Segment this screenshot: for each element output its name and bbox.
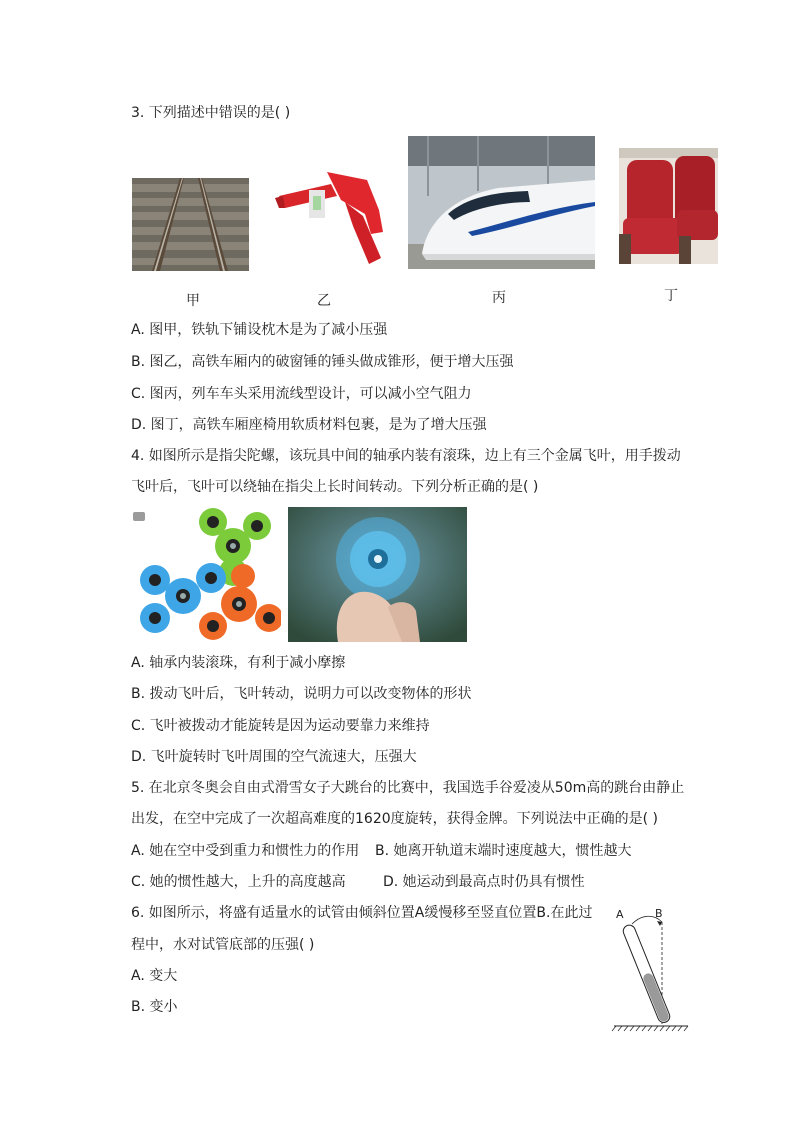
q3-option-b: B. 图乙，高铁车厢内的破窗锤的锤头做成锥形，便于增大压强 bbox=[131, 354, 514, 370]
q5-stem-line2: 出发，在空中完成了一次超高难度的1620度旋转，获得金牌。下列说法中正确的是( ) bbox=[131, 811, 659, 827]
diagram-label-a: A bbox=[616, 908, 624, 921]
caption-yi: 乙 bbox=[317, 293, 331, 309]
q5-option-a: A. 她在空中受到重力和惯性力的作用 bbox=[131, 843, 360, 859]
q4-option-a: A. 轴承内装滚珠，有利于减小摩擦 bbox=[131, 655, 346, 671]
q3-option-d: D. 图丁，高铁车厢座椅用软质材料包裹，是为了增大压强 bbox=[131, 417, 487, 433]
q3-stem: 3. 下列描述中错误的是( ) bbox=[131, 105, 291, 121]
caption-bing: 丙 bbox=[492, 290, 506, 306]
high-speed-train-image bbox=[408, 136, 595, 269]
q4-option-d: D. 飞叶旋转时飞叶周围的空气流速大，压强大 bbox=[131, 749, 417, 765]
q6-stem-line1: 6. 如图所示，将盛有适量水的试管由倾斜位置A缓慢移至竖直位置B.在此过 bbox=[131, 905, 593, 921]
q4-stem-line1: 4. 如图所示是指尖陀螺，该玩具中间的轴承内装有滚珠，边上有三个金属飞叶，用手拨动 bbox=[131, 448, 681, 464]
q4-option-c: C. 飞叶被拨动才能旋转是因为运动要靠力来维持 bbox=[131, 718, 430, 734]
q4-option-b: B. 拨动飞叶后，飞叶转动，说明力可以改变物体的形状 bbox=[131, 686, 472, 702]
test-tube-diagram bbox=[606, 900, 692, 1034]
fidget-spinners-image bbox=[133, 508, 281, 642]
caption-ding: 丁 bbox=[664, 288, 678, 304]
train-seat-image bbox=[619, 148, 718, 264]
diagram-label-b: B bbox=[655, 907, 663, 920]
spinner-in-hand-image bbox=[288, 507, 467, 642]
q3-option-a: A. 图甲，铁轨下铺设枕木是为了减小压强 bbox=[131, 322, 388, 338]
q5-option-c: C. 她的惯性越大，上升的高度越高 bbox=[131, 874, 346, 890]
caption-jia: 甲 bbox=[186, 293, 200, 309]
q6-option-a: A. 变大 bbox=[131, 968, 178, 984]
safety-hammer-image bbox=[271, 162, 389, 271]
q4-stem-line2: 飞叶后，飞叶可以绕轴在指尖上长时间转动。下列分析正确的是( ) bbox=[131, 479, 539, 495]
q5-stem-line1: 5. 在北京冬奥会自由式滑雪女子大跳台的比赛中，我国选手谷爱凌从50m高的跳台由静止 bbox=[131, 780, 685, 796]
q6-option-b: B. 变小 bbox=[131, 999, 178, 1015]
q6-stem-line2: 程中，水对试管底部的压强( ) bbox=[131, 937, 315, 953]
q5-option-b: B. 她离开轨道末端时速度越大，惯性越大 bbox=[375, 843, 632, 859]
railway-track-image bbox=[132, 178, 249, 271]
q3-option-c: C. 图丙，列车车头采用流线型设计，可以减小空气阻力 bbox=[131, 386, 472, 402]
q5-option-d: D. 她运动到最高点时仍具有惯性 bbox=[383, 874, 585, 890]
